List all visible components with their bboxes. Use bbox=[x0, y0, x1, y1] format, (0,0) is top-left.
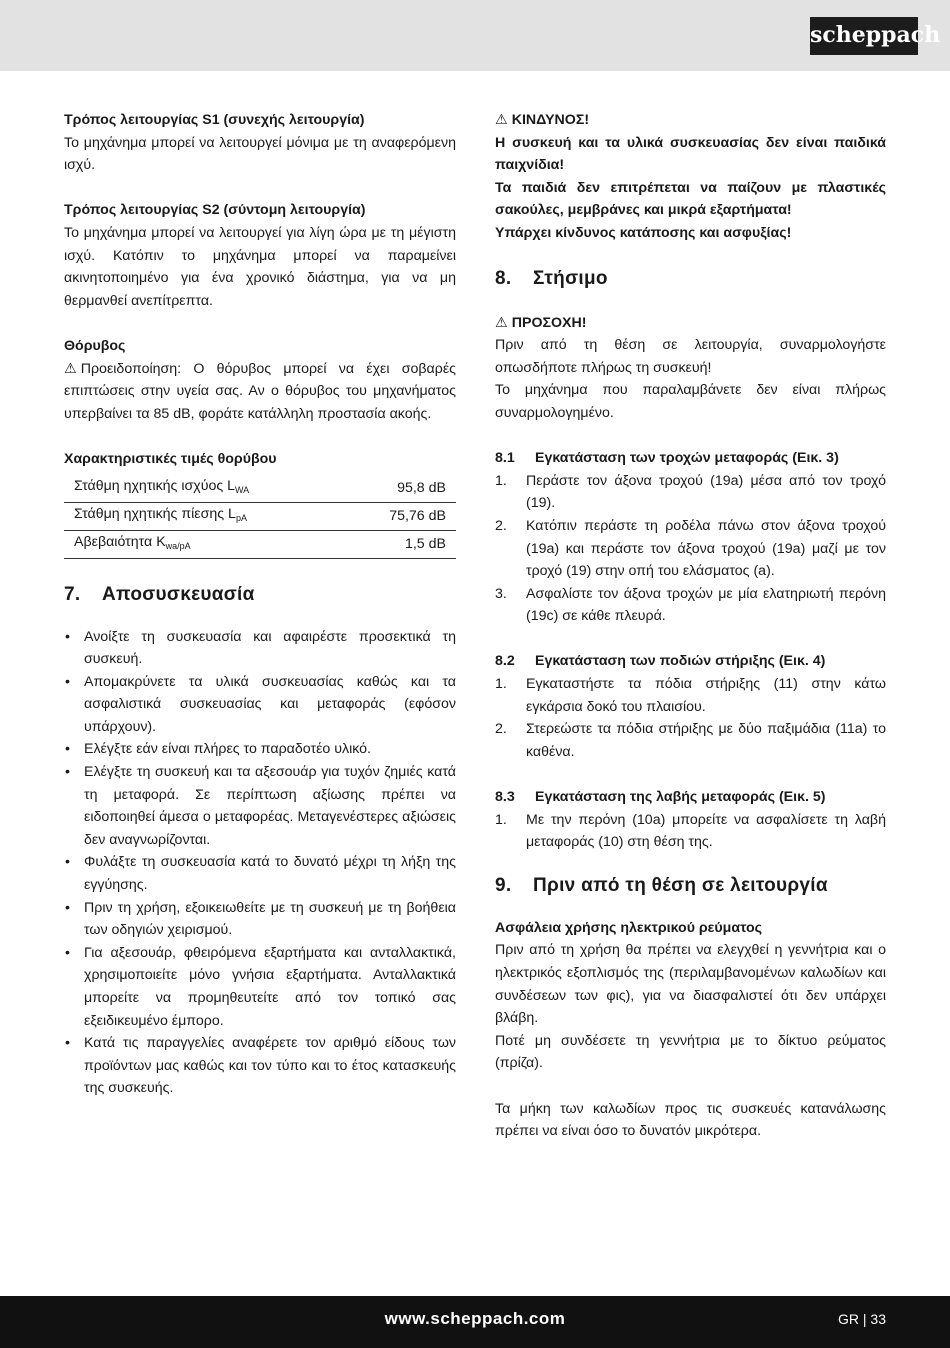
noise-values-title: Χαρακτηριστικές τιμές θορύβου bbox=[64, 450, 277, 467]
steps-8-1 bbox=[495, 470, 886, 628]
noise-value: 75,76 dB bbox=[345, 502, 456, 530]
s2-text: Το μηχάνημα μπορεί να λειτουργεί για λίγη ώρα με τη μέγιστη ισχύ. Κατόπιν το μηχάνημα μπορεί να παραμείνει ακινητοποιημένο για ένα χρονικό διάστημα, για να μη θερμανθεί ανεπίτρεπτα. bbox=[64, 224, 456, 309]
electrical-safety-text: Πριν από τη χρήση θα πρέπει να ελεγχθεί η γεννήτρια και ο ηλεκτρικός εξοπλισμός της (περιλαμβανομένων καλωδίων και συνδέσεων των φις), για να διασφαλιστεί ότι δεν υπάρχει βλάβη. bbox=[495, 942, 886, 1027]
list-item: • Ελέγξτε εάν είναι πλήρες το παραδοτέο υλικό. bbox=[64, 738, 456, 761]
list-item: • Ανοίξτε τη συσκευασία και αφαιρέστε προσεκτικά τη συσκευή. bbox=[64, 626, 456, 671]
list-item: 3. Ασφαλίστε τον άξονα τροχών με μία ελατηριωτή περόνη (19c) σε κάθε πλευρά. bbox=[495, 585, 886, 625]
footer-bar bbox=[0, 1296, 950, 1348]
page-number: GR | 33 bbox=[838, 1311, 886, 1327]
section-7-heading: 7. Αποσυσκευασία bbox=[64, 583, 255, 605]
danger-title: ⚠ ΚΙΝΔΥΝΟΣ! bbox=[495, 109, 886, 132]
list-item: • Για αξεσουάρ, φθειρόμενα εξαρτήματα και ανταλλακτικά, χρησιμοποιείτε μόνο γνήσια εξαρτήματα. Ανταλλακτικά μπορείτε να προμηθευτείτε από τον τοπικό σας εξειδικευμένο έμπορο. bbox=[64, 942, 456, 1032]
electrical-safety-text: Ποτέ μη συνδέσετε τη γεννήτρια με το δίκτυο ρεύματος (πρίζα). bbox=[495, 1032, 886, 1072]
caution-title: ⚠ ΠΡΟΣΟΧΗ! bbox=[495, 312, 886, 335]
noise-title: Θόρυβος bbox=[64, 337, 126, 354]
noise-value: 95,8 dB bbox=[345, 475, 456, 503]
list-item: • Ελέγξτε τη συσκευή και τα αξεσουάρ για τυχόν ζημιές κατά τη μεταφορά. Σε περίπτωση αξίωσης πρέπει να ειδοποιηθεί άμεσα ο μεταφορέας. Μεταγενέστερες αξιώσεις δεν αναγνωρίζονται. bbox=[64, 761, 456, 851]
scheppach-logo: scheppach bbox=[810, 17, 918, 55]
danger-line: Η συσκευή και τα υλικά συσκευασίας δεν είναι παιδικά παιχνίδια! bbox=[495, 134, 886, 174]
s2-title: Τρόπος λειτουργίας S2 (σύντομη λειτουργία) bbox=[64, 202, 366, 219]
steps-8-2 bbox=[495, 673, 886, 763]
section-9-heading: 9. Πριν από τη θέση σε λειτουργία bbox=[495, 874, 828, 896]
danger-line: Υπάρχει κίνδυνος κατάποσης και ασφυξίας! bbox=[495, 224, 792, 241]
table-row bbox=[64, 475, 456, 503]
caution-line: Το μηχάνημα που παραλαμβάνετε δεν είναι πλήρως συναρμολογημένο. bbox=[495, 382, 886, 421]
s1-text: Το μηχάνημα μπορεί να λειτουργεί μόνιμα με τη αναφερόμενη ισχύ. bbox=[64, 134, 456, 174]
list-item: 1. Περάστε τον άξονα τροχού (19a) μέσα από τον τροχό (19). bbox=[495, 472, 886, 512]
subsection-8-1-heading: 8.1 Εγκατάσταση των τροχών μεταφοράς (Εικ. 3) bbox=[495, 450, 839, 467]
warning-icon: ⚠ bbox=[64, 360, 77, 377]
noise-label: Στάθμη ηχητικής ισχύος $L_{WA}$ bbox=[64, 475, 345, 503]
list-item: 2. Κατόπιν περάστε τη ροδέλα πάνω στον άξονα τροχού (19a) και περάστε τον άξονα τροχού (19a) μαζί με τον τροχό (19) στην οπή του ελάσματος (a). bbox=[495, 517, 886, 580]
electrical-safety-title: Ασφάλεια χρήσης ηλεκτρικού ρεύματος bbox=[495, 919, 763, 936]
warning-icon: ⚠ bbox=[495, 314, 508, 331]
warning-icon: ⚠ bbox=[495, 112, 508, 128]
danger-line: Τα παιδιά δεν επιτρέπεται να παίζουν με πλαστικές σακούλες, μεμβράνες και μικρά εξαρτήματα! bbox=[495, 179, 886, 219]
right-column bbox=[495, 109, 886, 1143]
footer-url: www.scheppach.com bbox=[384, 1309, 566, 1328]
list-item: • Κατά τις παραγγελίες αναφέρετε τον αριθμό είδους των προϊόντων μας καθώς και τον τύπο και το έτος κατασκευής της συσκευής. bbox=[64, 1032, 456, 1100]
unpack-list bbox=[64, 626, 456, 1100]
list-item: 1. Με την περόνη (10a) μπορείτε να ασφαλίσετε τη λαβή μεταφοράς (10) στη θέση της. bbox=[495, 811, 886, 851]
table-row bbox=[64, 530, 456, 558]
list-item: 1. Εγκαταστήστε τα πόδια στήριξης (11) στην κάτω εγκάρσια δοκό του πλαισίου. bbox=[495, 676, 886, 715]
noise-label: Στάθμη ηχητικής πίεσης $L_{pA}$ bbox=[64, 502, 345, 530]
table-row bbox=[64, 502, 456, 530]
noise-warning bbox=[64, 358, 456, 426]
list-item: 2. Στερεώστε τα πόδια στήριξης με δύο παξιμάδια (11a) το καθένα. bbox=[495, 721, 886, 760]
list-item: • Απομακρύνετε τα υλικά συσκευασίας καθώς και τα ασφαλιστικά συσκευασίας και μεταφοράς (εφόσον υπάρχουν). bbox=[64, 671, 456, 739]
steps-8-3 bbox=[495, 809, 886, 854]
list-item: • Πριν τη χρήση, εξοικειωθείτε με τη συσκευή με τη βοήθεια των οδηγιών χειρισμού. bbox=[64, 897, 456, 942]
subsection-8-3-heading: 8.3 Εγκατάσταση της λαβής μεταφοράς (Εικ. 5) bbox=[495, 789, 826, 806]
header-bar bbox=[0, 0, 950, 71]
noise-label: Αβεβαιότητα $K_{wa/pA}$ bbox=[64, 530, 345, 558]
noise-warning-text: Προειδοποίηση: Ο θόρυβος μπορεί να έχει σοβαρές επιπτώσεις στην υγεία σας. Αν ο θόρυβος του μηχανήματος υπερβαίνει τα 85 dB, φοράτε κατάλληλη προστασία ακοής. bbox=[64, 360, 456, 422]
section-8-heading: 8. Στήσιμο bbox=[495, 267, 608, 289]
electrical-safety-text: Τα μήκη των καλωδίων προς τις συσκευές κατανάλωσης πρέπει να είναι όσο το δυνατόν μικρότερα. bbox=[495, 1100, 886, 1140]
noise-value: 1,5 dB bbox=[345, 530, 456, 558]
list-item: • Φυλάξτε τη συσκευασία κατά το δυνατό μέχρι τη λήξη της εγγύησης. bbox=[64, 851, 456, 896]
noise-table bbox=[64, 475, 456, 559]
s1-title: Τρόπος λειτουργίας S1 (συνεχής λειτουργία) bbox=[64, 112, 365, 128]
left-column bbox=[64, 109, 456, 1100]
subsection-8-2-heading: 8.2 Εγκατάσταση των ποδιών στήριξης (Εικ. 4) bbox=[495, 653, 826, 670]
caution-line: Πριν από τη θέση σε λειτουργία, συναρμολογήστε οπωσδήποτε πλήρως τη συσκευή! bbox=[495, 337, 886, 376]
